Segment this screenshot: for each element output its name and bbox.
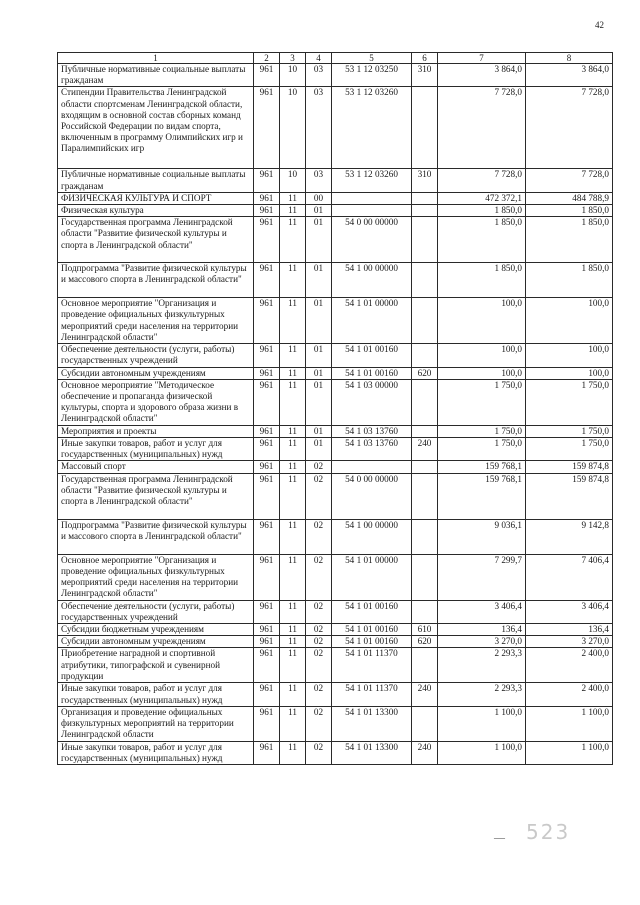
header-col-3: 3 — [280, 53, 306, 64]
cell-subsection: 02 — [306, 461, 332, 473]
cell-name: Подпрограмма "Развитие физической культуры и массового спорта в Ленинградской области" — [58, 519, 254, 554]
table-row — [58, 741, 613, 764]
cell-ministry: 961 — [254, 425, 280, 437]
table-row — [58, 425, 613, 437]
cell-ministry: 961 — [254, 519, 280, 554]
table-row — [58, 205, 613, 217]
cell-section: 11 — [280, 217, 306, 263]
cell-name: Подпрограмма "Развитие физической культуры и массового спорта в Ленинградской области" — [58, 263, 254, 298]
cell-subsection: 02 — [306, 554, 332, 600]
cell-target-code: 54 1 01 11370 — [332, 683, 412, 706]
cell-expense-type — [412, 379, 438, 425]
cell-section: 11 — [280, 648, 306, 683]
cell-expense-type: 620 — [412, 367, 438, 379]
cell-amount-year1: 472 372,1 — [438, 192, 526, 204]
cell-subsection: 01 — [306, 425, 332, 437]
cell-amount-year2: 1 100,0 — [526, 706, 613, 741]
table-row — [58, 192, 613, 204]
cell-amount-year2: 100,0 — [526, 344, 613, 367]
cell-amount-year2: 100,0 — [526, 367, 613, 379]
cell-expense-type — [412, 554, 438, 600]
cell-amount-year1: 136,4 — [438, 624, 526, 636]
cell-name: Стипендии Правительства Ленинградской области спортсменам Ленинградской области, входящим в основной состав сборных команд Российской Федерации по видам спорта, включенным в программу Олимпийских игр и Паралимпийских игр — [58, 87, 254, 169]
cell-ministry: 961 — [254, 263, 280, 298]
cell-section: 10 — [280, 64, 306, 87]
footer-dash: — — [494, 832, 505, 844]
cell-target-code: 54 1 03 13760 — [332, 438, 412, 461]
cell-name: Государственная программа Ленинградской области "Развитие физической культуры и спорта в Ленинградской области" — [58, 473, 254, 519]
cell-expense-type: 310 — [412, 169, 438, 192]
cell-amount-year2: 136,4 — [526, 624, 613, 636]
cell-section: 11 — [280, 683, 306, 706]
cell-amount-year1: 7 299,7 — [438, 554, 526, 600]
table-row — [58, 600, 613, 623]
table-row — [58, 554, 613, 600]
cell-amount-year2: 159 874,8 — [526, 473, 613, 519]
cell-section: 10 — [280, 87, 306, 169]
cell-section: 11 — [280, 425, 306, 437]
table-row — [58, 438, 613, 461]
cell-subsection: 01 — [306, 298, 332, 344]
cell-amount-year2: 7 406,4 — [526, 554, 613, 600]
cell-expense-type — [412, 600, 438, 623]
cell-target-code: 53 1 12 03250 — [332, 64, 412, 87]
cell-amount-year1: 1 850,0 — [438, 205, 526, 217]
cell-amount-year1: 7 728,0 — [438, 87, 526, 169]
cell-target-code: 54 1 03 13760 — [332, 425, 412, 437]
cell-section: 11 — [280, 205, 306, 217]
cell-section: 11 — [280, 192, 306, 204]
cell-expense-type: 240 — [412, 438, 438, 461]
cell-amount-year2: 159 874,8 — [526, 461, 613, 473]
cell-section: 11 — [280, 519, 306, 554]
table-row — [58, 87, 613, 169]
cell-name: Организация и проведение официальных физкультурных мероприятий на территории Ленинградской области — [58, 706, 254, 741]
cell-expense-type: 610 — [412, 624, 438, 636]
table-row — [58, 379, 613, 425]
table-row — [58, 344, 613, 367]
cell-section: 11 — [280, 438, 306, 461]
cell-amount-year2: 1 750,0 — [526, 379, 613, 425]
cell-ministry: 961 — [254, 298, 280, 344]
cell-name: Физическая культура — [58, 205, 254, 217]
cell-expense-type — [412, 205, 438, 217]
cell-expense-type — [412, 298, 438, 344]
cell-target-code: 54 1 01 13300 — [332, 741, 412, 764]
header-col-5: 5 — [332, 53, 412, 64]
cell-amount-year2: 3 406,4 — [526, 600, 613, 623]
cell-ministry: 961 — [254, 379, 280, 425]
cell-expense-type: 620 — [412, 636, 438, 648]
cell-ministry: 961 — [254, 461, 280, 473]
cell-name: ФИЗИЧЕСКАЯ КУЛЬТУРА И СПОРТ — [58, 192, 254, 204]
cell-expense-type — [412, 706, 438, 741]
header-col-6: 6 — [412, 53, 438, 64]
cell-amount-year1: 1 750,0 — [438, 379, 526, 425]
cell-section: 11 — [280, 379, 306, 425]
cell-amount-year1: 100,0 — [438, 367, 526, 379]
table-row — [58, 683, 613, 706]
cell-amount-year2: 3 864,0 — [526, 64, 613, 87]
cell-target-code: 54 1 01 00160 — [332, 367, 412, 379]
cell-ministry: 961 — [254, 438, 280, 461]
cell-amount-year2: 100,0 — [526, 298, 613, 344]
cell-name: Субсидии бюджетным учреждениям — [58, 624, 254, 636]
cell-expense-type — [412, 87, 438, 169]
cell-name: Иные закупки товаров, работ и услуг для государственных (муниципальных) нужд — [58, 741, 254, 764]
cell-amount-year1: 2 293,3 — [438, 683, 526, 706]
page-number: 42 — [595, 20, 604, 30]
header-row — [58, 53, 613, 64]
table-row — [58, 636, 613, 648]
cell-target-code: 53 1 12 03260 — [332, 169, 412, 192]
cell-target-code: 54 1 01 00160 — [332, 624, 412, 636]
cell-ministry: 961 — [254, 554, 280, 600]
cell-name: Обеспечение деятельности (услуги, работы) государственных учреждений — [58, 600, 254, 623]
cell-amount-year2: 1 850,0 — [526, 217, 613, 263]
cell-amount-year1: 159 768,1 — [438, 461, 526, 473]
cell-subsection: 01 — [306, 367, 332, 379]
cell-expense-type: 240 — [412, 683, 438, 706]
cell-name: Обеспечение деятельности (услуги, работы) государственных учреждений — [58, 344, 254, 367]
table-row — [58, 473, 613, 519]
cell-expense-type — [412, 192, 438, 204]
cell-amount-year2: 2 400,0 — [526, 648, 613, 683]
cell-ministry: 961 — [254, 205, 280, 217]
table-row — [58, 169, 613, 192]
cell-ministry: 961 — [254, 706, 280, 741]
cell-expense-type — [412, 344, 438, 367]
cell-amount-year2: 7 728,0 — [526, 87, 613, 169]
cell-ministry: 961 — [254, 169, 280, 192]
cell-expense-type: 310 — [412, 64, 438, 87]
cell-subsection: 01 — [306, 379, 332, 425]
cell-amount-year1: 1 100,0 — [438, 706, 526, 741]
cell-section: 11 — [280, 263, 306, 298]
cell-section: 10 — [280, 169, 306, 192]
cell-subsection: 03 — [306, 64, 332, 87]
cell-amount-year1: 2 293,3 — [438, 648, 526, 683]
cell-subsection: 02 — [306, 624, 332, 636]
cell-name: Иные закупки товаров, работ и услуг для государственных (муниципальных) нужд — [58, 683, 254, 706]
header-col-7: 7 — [438, 53, 526, 64]
cell-target-code — [332, 461, 412, 473]
cell-target-code: 54 1 01 00160 — [332, 344, 412, 367]
cell-target-code: 54 1 00 00000 — [332, 263, 412, 298]
cell-ministry: 961 — [254, 217, 280, 263]
table-row — [58, 367, 613, 379]
cell-name: Основное мероприятие "Организация и проведение официальных физкультурных мероприятий среди населения на территории Ленинградской области" — [58, 554, 254, 600]
cell-ministry: 961 — [254, 64, 280, 87]
cell-ministry: 961 — [254, 192, 280, 204]
cell-target-code: 54 1 01 11370 — [332, 648, 412, 683]
header-col-8: 8 — [526, 53, 613, 64]
cell-subsection: 02 — [306, 636, 332, 648]
cell-ministry: 961 — [254, 344, 280, 367]
cell-ministry: 961 — [254, 87, 280, 169]
cell-target-code — [332, 192, 412, 204]
cell-subsection: 00 — [306, 192, 332, 204]
page-stamp: 523 — [526, 820, 571, 844]
cell-amount-year1: 7 728,0 — [438, 169, 526, 192]
cell-target-code: 54 0 00 00000 — [332, 473, 412, 519]
cell-ministry: 961 — [254, 648, 280, 683]
cell-target-code: 54 0 00 00000 — [332, 217, 412, 263]
cell-subsection: 03 — [306, 87, 332, 169]
cell-target-code: 54 1 01 00160 — [332, 636, 412, 648]
cell-amount-year2: 3 270,0 — [526, 636, 613, 648]
cell-expense-type — [412, 217, 438, 263]
cell-amount-year2: 1 750,0 — [526, 438, 613, 461]
cell-subsection: 01 — [306, 438, 332, 461]
cell-section: 11 — [280, 554, 306, 600]
cell-expense-type — [412, 473, 438, 519]
cell-amount-year1: 1 100,0 — [438, 741, 526, 764]
cell-section: 11 — [280, 298, 306, 344]
table-row — [58, 217, 613, 263]
table-row — [58, 648, 613, 683]
cell-target-code: 53 1 12 03260 — [332, 87, 412, 169]
cell-name: Субсидии автономным учреждениям — [58, 636, 254, 648]
cell-expense-type — [412, 263, 438, 298]
cell-expense-type — [412, 425, 438, 437]
cell-expense-type — [412, 648, 438, 683]
cell-name: Основное мероприятие "Методическое обеспечение и пропаганда физической культуры, спорта и здорового образа жизни в Ленинградской области" — [58, 379, 254, 425]
table-row — [58, 64, 613, 87]
cell-name: Иные закупки товаров, работ и услуг для государственных (муниципальных) нужд — [58, 438, 254, 461]
cell-amount-year1: 3 406,4 — [438, 600, 526, 623]
cell-subsection: 01 — [306, 344, 332, 367]
cell-name: Приобретение наградной и спортивной атрибутики, типографской и сувенирной продукции — [58, 648, 254, 683]
cell-section: 11 — [280, 367, 306, 379]
cell-ministry: 961 — [254, 741, 280, 764]
cell-section: 11 — [280, 624, 306, 636]
cell-target-code: 54 1 01 00000 — [332, 554, 412, 600]
cell-ministry: 961 — [254, 367, 280, 379]
cell-amount-year1: 159 768,1 — [438, 473, 526, 519]
cell-amount-year1: 3 270,0 — [438, 636, 526, 648]
cell-ministry: 961 — [254, 683, 280, 706]
cell-amount-year2: 1 100,0 — [526, 741, 613, 764]
cell-amount-year2: 484 788,9 — [526, 192, 613, 204]
table-row — [58, 263, 613, 298]
cell-amount-year1: 1 850,0 — [438, 217, 526, 263]
cell-section: 11 — [280, 461, 306, 473]
cell-expense-type — [412, 519, 438, 554]
cell-target-code: 54 1 03 00000 — [332, 379, 412, 425]
table-row — [58, 461, 613, 473]
cell-amount-year1: 1 850,0 — [438, 263, 526, 298]
cell-subsection: 01 — [306, 205, 332, 217]
cell-name: Субсидии автономным учреждениям — [58, 367, 254, 379]
table-body — [58, 64, 613, 765]
cell-name: Публичные нормативные социальные выплаты гражданам — [58, 169, 254, 192]
cell-section: 11 — [280, 344, 306, 367]
cell-amount-year1: 100,0 — [438, 298, 526, 344]
cell-amount-year2: 1 850,0 — [526, 263, 613, 298]
cell-target-code: 54 1 01 13300 — [332, 706, 412, 741]
cell-target-code: 54 1 01 00000 — [332, 298, 412, 344]
cell-name: Публичные нормативные социальные выплаты гражданам — [58, 64, 254, 87]
cell-amount-year2: 1 750,0 — [526, 425, 613, 437]
cell-amount-year2: 1 850,0 — [526, 205, 613, 217]
table-row — [58, 706, 613, 741]
cell-subsection: 02 — [306, 473, 332, 519]
cell-target-code: 54 1 01 00160 — [332, 600, 412, 623]
cell-target-code — [332, 205, 412, 217]
cell-amount-year1: 1 750,0 — [438, 425, 526, 437]
cell-section: 11 — [280, 636, 306, 648]
cell-amount-year1: 9 036,1 — [438, 519, 526, 554]
header-col-1: 1 — [58, 53, 254, 64]
cell-ministry: 961 — [254, 636, 280, 648]
cell-subsection: 02 — [306, 683, 332, 706]
cell-name: Основное мероприятие "Организация и проведение официальных физкультурных мероприятий среди населения на территории Ленинградской области" — [58, 298, 254, 344]
cell-name: Массовый спорт — [58, 461, 254, 473]
cell-amount-year2: 7 728,0 — [526, 169, 613, 192]
cell-subsection: 02 — [306, 600, 332, 623]
cell-section: 11 — [280, 706, 306, 741]
cell-ministry: 961 — [254, 600, 280, 623]
cell-name: Государственная программа Ленинградской области "Развитие физической культуры и спорта в Ленинградской области" — [58, 217, 254, 263]
budget-table — [57, 52, 613, 765]
cell-amount-year1: 100,0 — [438, 344, 526, 367]
table-row — [58, 519, 613, 554]
cell-amount-year1: 1 750,0 — [438, 438, 526, 461]
cell-ministry: 961 — [254, 624, 280, 636]
cell-amount-year2: 2 400,0 — [526, 683, 613, 706]
cell-expense-type — [412, 461, 438, 473]
cell-subsection: 01 — [306, 263, 332, 298]
cell-subsection: 01 — [306, 217, 332, 263]
cell-expense-type: 240 — [412, 741, 438, 764]
cell-subsection: 02 — [306, 741, 332, 764]
cell-name: Мероприятия и проекты — [58, 425, 254, 437]
cell-subsection: 03 — [306, 169, 332, 192]
cell-ministry: 961 — [254, 473, 280, 519]
table-row — [58, 624, 613, 636]
header-col-4: 4 — [306, 53, 332, 64]
cell-section: 11 — [280, 473, 306, 519]
cell-amount-year2: 9 142,8 — [526, 519, 613, 554]
cell-section: 11 — [280, 600, 306, 623]
cell-subsection: 02 — [306, 648, 332, 683]
cell-target-code: 54 1 00 00000 — [332, 519, 412, 554]
header-col-2: 2 — [254, 53, 280, 64]
cell-section: 11 — [280, 741, 306, 764]
table-row — [58, 298, 613, 344]
cell-amount-year1: 3 864,0 — [438, 64, 526, 87]
cell-subsection: 02 — [306, 706, 332, 741]
cell-subsection: 02 — [306, 519, 332, 554]
